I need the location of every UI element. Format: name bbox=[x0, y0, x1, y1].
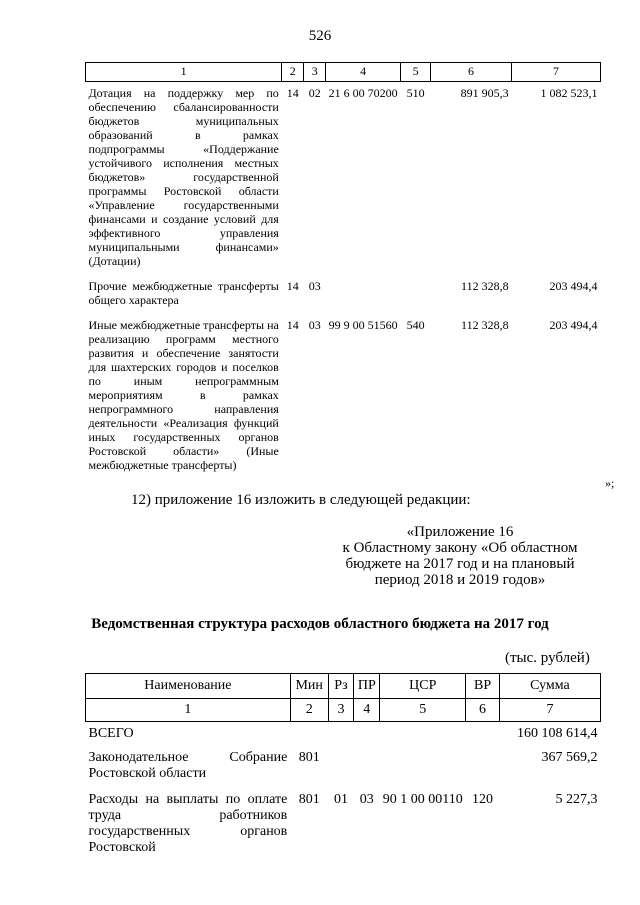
table-row bbox=[86, 82, 601, 269]
column-header-name: Наименование bbox=[86, 674, 291, 699]
amendment-paragraph: 12) приложение 16 изложить в следующей редакции: bbox=[131, 492, 471, 508]
column-number: 2 bbox=[290, 699, 328, 722]
row-rz: 14 bbox=[286, 279, 299, 293]
row-csr: 21 6 00 70200 bbox=[328, 86, 398, 100]
row-name: Иные межбюджетные трансферты на реализацию программ местного развития и обеспечение занятости для шахтерских городов и поселков по иным непрограммным мероприятиям в рамках непрограммного направления деятельности «Реализация функций иных государственных органов Ростовской области» (Иные межбюджетные трансферты) bbox=[88, 318, 279, 472]
column-number: 1 bbox=[86, 699, 291, 722]
row-sum: 367 569,2 bbox=[541, 750, 598, 765]
table-row bbox=[86, 782, 601, 856]
column-number: 2 bbox=[282, 63, 304, 82]
row-sum-2019: 203 494,4 bbox=[549, 279, 598, 293]
closing-quote-mark: »; bbox=[605, 476, 615, 490]
row-sum: 160 108 614,4 bbox=[517, 726, 598, 741]
column-number: 4 bbox=[354, 699, 380, 722]
appendix-line: бюджете на 2017 год и на плановый bbox=[345, 556, 575, 572]
row-name: Законодательное Собрание Ростовской области bbox=[88, 750, 288, 781]
row-sum-2019: 203 494,4 bbox=[549, 318, 598, 332]
row-min: 801 bbox=[298, 750, 320, 765]
column-header-min: Мин bbox=[290, 674, 328, 699]
column-number: 4 bbox=[326, 63, 401, 82]
table-row bbox=[86, 268, 601, 307]
row-rz: 14 bbox=[286, 86, 299, 100]
row-pr: 03 bbox=[308, 318, 321, 332]
column-header-csr: ЦСР bbox=[380, 674, 466, 699]
column-number: 3 bbox=[304, 63, 326, 82]
column-number: 6 bbox=[466, 699, 500, 722]
row-name: ВСЕГО bbox=[88, 726, 134, 741]
row-vr: 540 bbox=[406, 318, 425, 332]
row-rz: 14 bbox=[286, 318, 299, 332]
table-row bbox=[86, 722, 601, 743]
page-number: 526 bbox=[308, 28, 332, 44]
table-number-row bbox=[86, 699, 601, 722]
appendix-line: к Областному закону «Об областном bbox=[342, 540, 578, 556]
row-csr bbox=[380, 722, 466, 743]
column-header-sum: Сумма bbox=[499, 674, 600, 699]
row-min bbox=[290, 722, 328, 743]
row-csr bbox=[380, 742, 466, 782]
row-pr: 02 bbox=[308, 86, 321, 100]
column-header-rz: Рз bbox=[328, 674, 354, 699]
budget-table-continuation bbox=[85, 62, 601, 472]
row-csr: 99 9 00 51560 bbox=[328, 318, 398, 332]
column-number: 6 bbox=[431, 63, 512, 82]
table-row bbox=[86, 307, 601, 472]
departmental-structure-table bbox=[85, 673, 601, 856]
table-header-row bbox=[86, 674, 601, 699]
row-vr bbox=[466, 722, 500, 743]
row-name: Дотация на поддержку мер по обеспечению сбалансированности бюджетов муниципальных образований в рамках подпрограммы «Поддержание устойчивого исполнения местных бюджетов» государственной программы Ростовской области «Управление государственными финансами и создание условий для эффективного управления муниципальными финансами» (Дотации) bbox=[88, 86, 279, 268]
column-header-pr: ПР bbox=[354, 674, 380, 699]
column-number: 7 bbox=[499, 699, 600, 722]
row-sum-2019: 1 082 523,1 bbox=[540, 86, 598, 100]
units-label: (тыс. рублей) bbox=[505, 650, 590, 666]
row-vr bbox=[401, 268, 431, 307]
row-sum: 5 227,3 bbox=[555, 792, 598, 807]
appendix-heading bbox=[320, 524, 600, 588]
row-rz bbox=[328, 722, 354, 743]
row-pr bbox=[354, 742, 380, 782]
row-csr: 90 1 00 00110 bbox=[382, 792, 463, 807]
column-header-vr: ВР bbox=[466, 674, 500, 699]
column-number: 7 bbox=[512, 63, 601, 82]
row-pr: 03 bbox=[308, 279, 321, 293]
column-number: 5 bbox=[380, 699, 466, 722]
column-number: 3 bbox=[328, 699, 354, 722]
row-rz bbox=[328, 742, 354, 782]
row-name: Прочие межбюджетные трансферты общего характера bbox=[88, 279, 279, 307]
row-rz: 01 bbox=[333, 792, 348, 807]
row-pr bbox=[354, 722, 380, 743]
row-pr: 03 bbox=[359, 792, 374, 807]
row-sum-2018: 112 328,8 bbox=[461, 279, 509, 293]
row-name: Расходы на выплаты по оплате труда работников государственных органов Ростовской bbox=[88, 792, 288, 855]
row-vr bbox=[466, 742, 500, 782]
table-row bbox=[86, 742, 601, 782]
row-min: 801 bbox=[298, 792, 320, 807]
row-sum-2018: 112 328,8 bbox=[461, 318, 509, 332]
row-sum-2018: 891 905,3 bbox=[460, 86, 509, 100]
column-number: 1 bbox=[86, 63, 282, 82]
column-number: 5 bbox=[401, 63, 431, 82]
document-title: Ведомственная структура расходов областного бюджета на 2017 год bbox=[91, 616, 549, 632]
appendix-line: период 2018 и 2019 годов» bbox=[374, 572, 546, 588]
row-vr: 510 bbox=[406, 86, 425, 100]
table-header-row bbox=[86, 63, 601, 82]
appendix-line: «Приложение 16 bbox=[406, 524, 514, 540]
row-csr bbox=[326, 268, 401, 307]
row-vr: 120 bbox=[472, 792, 494, 807]
